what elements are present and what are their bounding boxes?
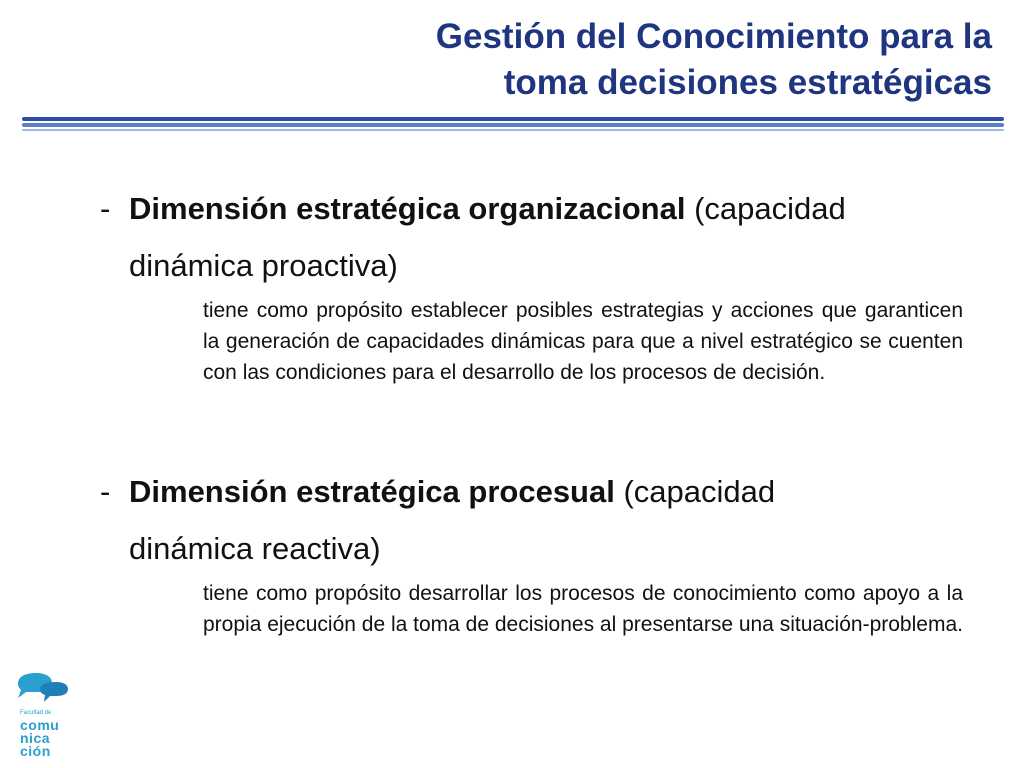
logo-speech-bubbles-icon xyxy=(14,670,70,710)
heading-bold: Dimensión estratégica procesual xyxy=(129,474,615,509)
logo-text-line-2: nica xyxy=(20,730,51,746)
title-line-1: Gestión del Conocimiento para la xyxy=(435,17,992,56)
title-line-2: toma decisiones estratégicas xyxy=(503,63,992,102)
slide-title xyxy=(292,14,992,106)
logo-text-line-1: comu xyxy=(20,717,60,733)
faculty-logo xyxy=(14,670,70,762)
heading-normal: (capacidad xyxy=(614,474,776,509)
title-underline xyxy=(22,117,1004,133)
heading-bold: Dimensión estratégica organizacional xyxy=(129,191,686,226)
bullet-dash: - xyxy=(100,191,111,226)
section-organizacional xyxy=(100,180,980,388)
section-heading xyxy=(100,180,980,294)
section-heading xyxy=(100,463,980,577)
heading-normal: (capacidad xyxy=(685,191,846,226)
heading-line-2: dinámica proactiva) xyxy=(129,248,398,283)
logo-text-line-3: ción xyxy=(20,743,51,759)
logo-small-text: Facultad de xyxy=(20,710,52,716)
section-procesual xyxy=(100,463,980,640)
section-description: tiene como propósito desarrollar los procesos de conocimiento como apoyo a la propia ejecución de la toma de decisiones al presentarse una situación-problema. xyxy=(203,582,963,636)
section-description: tiene como propósito establecer posibles estrategias y acciones que garanticen la generación de capacidades dinámicas para que a nivel estratégico se cuenten con las condiciones para el desarrollo de los procesos de decisión. xyxy=(203,299,963,384)
bullet-dash: - xyxy=(100,474,111,509)
heading-line-2: dinámica reactiva) xyxy=(129,531,381,566)
